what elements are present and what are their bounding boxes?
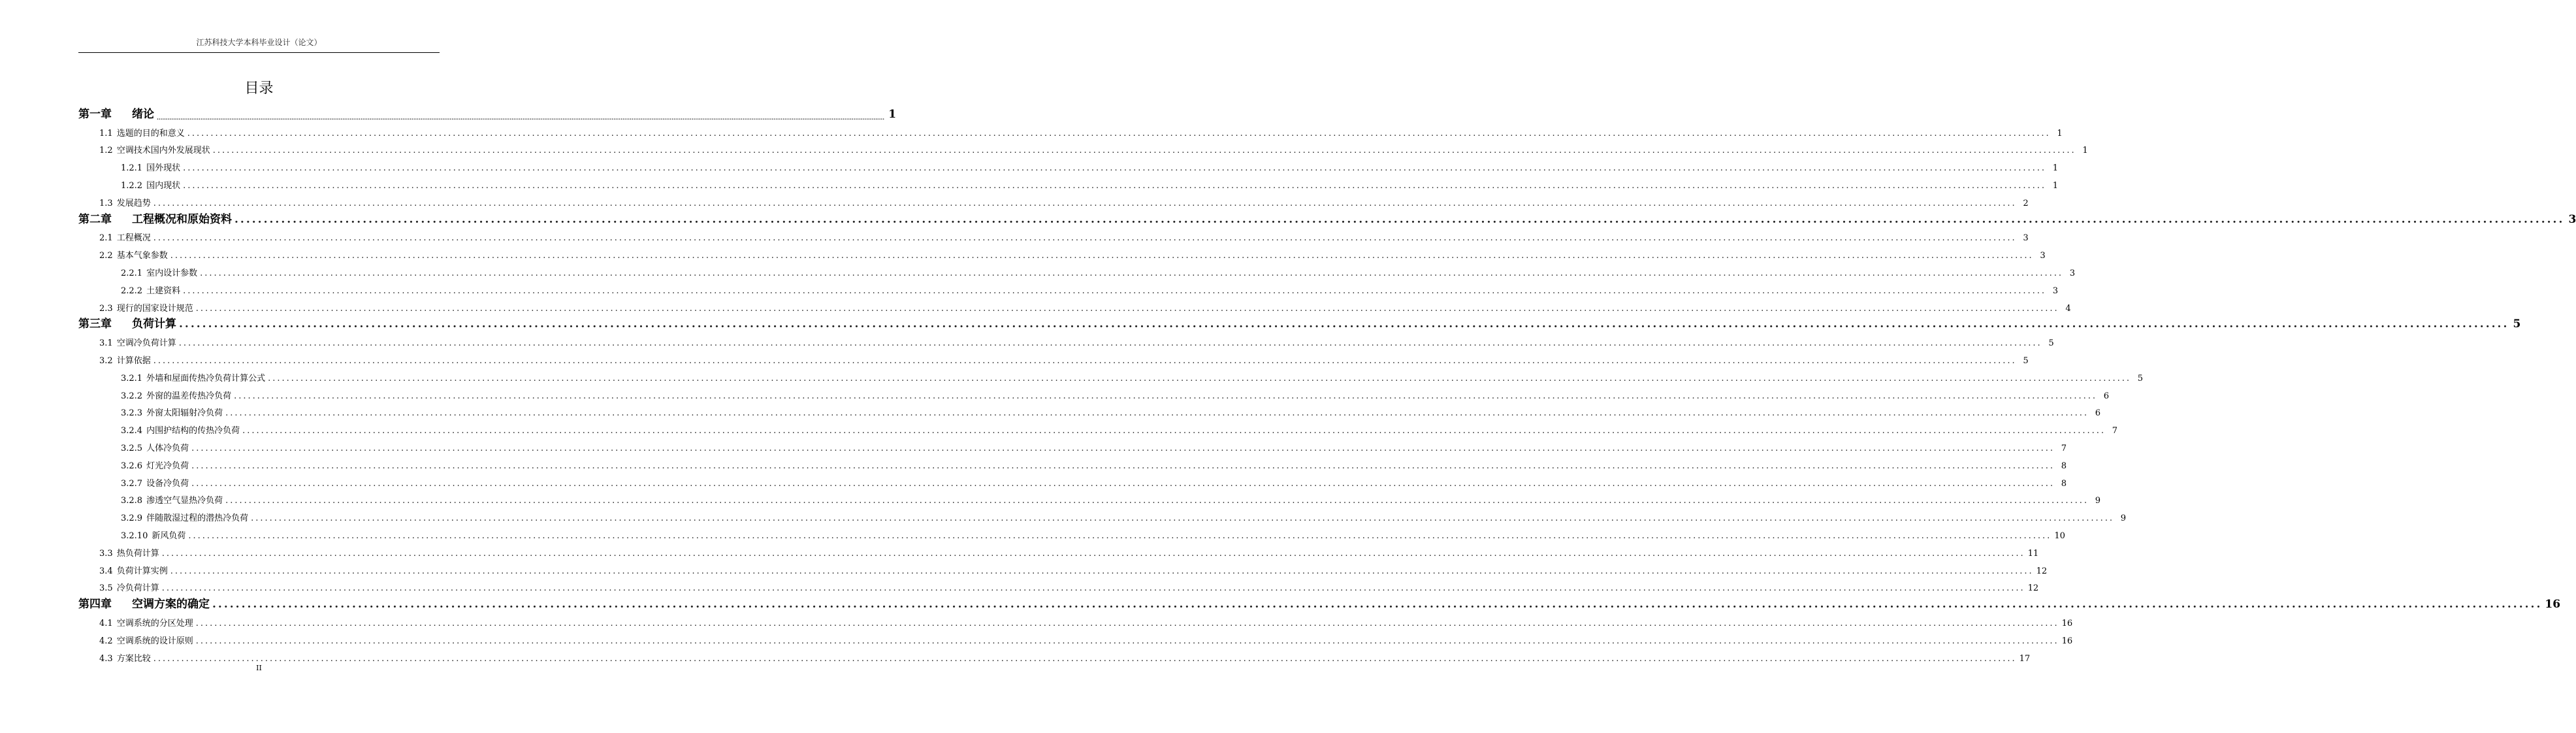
toc-entry-number: 3.2.4 bbox=[121, 426, 143, 436]
toc-entry-number: 4.1 bbox=[99, 618, 113, 628]
toc-entry[interactable] bbox=[78, 418, 2118, 436]
toc-entry[interactable] bbox=[78, 331, 2054, 349]
toc-entry-page: 5 bbox=[2023, 355, 2029, 366]
toc-entry-page: 10 bbox=[2054, 530, 2065, 541]
toc-entry-page: 11 bbox=[2027, 548, 2039, 559]
toc-entry-title: 国内现状 bbox=[146, 180, 181, 191]
toc-entry-title: 绪论 bbox=[132, 107, 154, 121]
toc-entry-page: 3 bbox=[2023, 233, 2029, 244]
toc-entry[interactable] bbox=[78, 173, 2059, 191]
toc-entry-number: 3.2.5 bbox=[121, 443, 143, 453]
toc-entry[interactable] bbox=[78, 383, 2110, 401]
toc-entry[interactable] bbox=[78, 366, 2144, 383]
toc-entry-number: 1.1 bbox=[99, 128, 113, 138]
toc-entry[interactable] bbox=[78, 226, 2029, 244]
page-number: II bbox=[256, 664, 262, 672]
toc-dot-leader: ................................................................................................................................................................................................................................................................................................................................................................................................................ bbox=[225, 496, 2089, 506]
toc-entry-number: 3.2.8 bbox=[121, 496, 143, 506]
toc-dot-leader: ................................................................................................................................................................................................................................................................................................................................................................................................................ bbox=[161, 583, 2025, 594]
toc-entry-page: 5 bbox=[2137, 373, 2144, 383]
toc-dot-leader: ................................................................................................................................................................................................................................................................................................................................................................................................................ bbox=[191, 461, 2055, 471]
toc-entry-page: 17 bbox=[2019, 653, 2031, 664]
toc-entry-number: 3.5 bbox=[99, 583, 113, 594]
toc-entry-number: 1.2.1 bbox=[121, 163, 143, 174]
toc-entry-number: 3.1 bbox=[99, 338, 113, 349]
toc-entry-number: 第一章 bbox=[78, 107, 112, 121]
toc-dot-leader: ................................................................................................................................................................................................................................................................................................................................................................................................................ bbox=[268, 373, 2132, 383]
toc-entry[interactable] bbox=[78, 489, 2101, 506]
toc-entry-title: 设备冷负荷 bbox=[146, 478, 189, 489]
running-header: 江苏科技大学本科毕业设计（论文） bbox=[196, 38, 322, 47]
toc-entry-title: 土建资料 bbox=[146, 285, 181, 296]
toc-dot-leader: ................................................................................................................................................................................................................................................................................................................................................................................................................ bbox=[178, 338, 2042, 349]
toc-entry-title: 计算依据 bbox=[116, 355, 151, 366]
toc-entry-title: 工程概况和原始资料 bbox=[132, 212, 232, 226]
toc-entry-title: 空调系统的设计原则 bbox=[116, 636, 193, 646]
toc-entry-number: 3.2 bbox=[99, 355, 113, 366]
toc-dot-leader: ................................................................................................................................................................................................................................................................................................................................................................................................................ bbox=[183, 180, 2047, 191]
toc-entry[interactable] bbox=[78, 103, 897, 121]
toc-dot-leader: ................................................................................................................................................................................................................................................................................................................................................................................................................ bbox=[234, 212, 2565, 226]
toc-dot-leader: ................................................................................................................................................................................................................................................................................................................................................................................................................ bbox=[188, 530, 2052, 541]
toc-entry-title: 工程概况 bbox=[116, 233, 151, 244]
toc-dot-leader: ................................................................................................................................................................................................................................................................................................................................................................................................................ bbox=[191, 478, 2055, 489]
toc-entry-page: 16 bbox=[2061, 636, 2073, 646]
toc-entry-page: 1 bbox=[2052, 163, 2059, 174]
toc-entry-page: 3 bbox=[2040, 251, 2046, 261]
toc-entry-number: 2.2.2 bbox=[121, 285, 143, 296]
toc-entry-number: 3.4 bbox=[99, 566, 113, 576]
toc-entry-title: 国外现状 bbox=[146, 163, 181, 174]
toc-entry-number: 2.2 bbox=[99, 251, 113, 261]
toc-entry-number: 第四章 bbox=[78, 598, 112, 611]
toc-entry-page: 7 bbox=[2112, 426, 2118, 436]
toc-entry-page: 9 bbox=[2095, 496, 2101, 506]
toc-dot-leader: ................................................................................................................................................................................................................................................................................................................................................................................................................ bbox=[212, 146, 2076, 156]
toc-entry[interactable] bbox=[78, 646, 2031, 664]
toc-entry-title: 伴随散湿过程的潜热冷负荷 bbox=[146, 513, 249, 524]
page-title: 目录 bbox=[244, 80, 274, 97]
toc-entry[interactable] bbox=[78, 243, 2046, 261]
toc-entry-page: 2 bbox=[2023, 198, 2029, 208]
toc-entry-number: 4.2 bbox=[99, 636, 113, 646]
toc-entry-title: 热负荷计算 bbox=[116, 548, 159, 559]
toc-entry-title: 方案比较 bbox=[116, 653, 151, 664]
toc-dot-leader: ................................................................................................................................................................................................................................................................................................................................................................................................................ bbox=[170, 251, 2034, 261]
toc-entry[interactable] bbox=[78, 506, 2127, 524]
toc-entry[interactable] bbox=[78, 453, 2067, 471]
toc-entry-title: 空调系统的分区处理 bbox=[116, 618, 193, 628]
toc-dot-leader: ................................................................................................................................................................................................................................................................................................................................................................................................................ bbox=[195, 303, 2059, 314]
toc-entry-title: 选题的目的和意义 bbox=[116, 128, 185, 138]
toc-entry-number: 3.2.10 bbox=[121, 530, 148, 541]
toc-entry-page: 1 bbox=[888, 107, 897, 121]
toc-entry[interactable] bbox=[78, 628, 2073, 646]
toc-entry-title: 外窗太阳辐射冷负荷 bbox=[146, 408, 223, 419]
toc-dot-leader: ................................................................................................................................................................................................................................................................................................................................................................................................................ bbox=[157, 114, 885, 121]
toc-dot-leader: ................................................................................................................................................................................................................................................................................................................................................................................................................ bbox=[153, 198, 2017, 208]
toc-entry[interactable] bbox=[78, 278, 2059, 296]
toc-entry-number: 第二章 bbox=[78, 212, 112, 226]
toc-entry[interactable] bbox=[78, 593, 2561, 611]
toc-entry-page: 6 bbox=[2103, 391, 2110, 401]
toc-entry-title: 外墙和屋面传热冷负荷计算公式 bbox=[146, 373, 266, 383]
toc-entry-number: 1.3 bbox=[99, 198, 113, 208]
toc-entry[interactable] bbox=[78, 191, 2029, 208]
toc-entry-page: 1 bbox=[2057, 128, 2063, 138]
toc-entry[interactable] bbox=[78, 576, 2039, 594]
toc-entry-page: 1 bbox=[2052, 180, 2059, 191]
toc-entry[interactable] bbox=[78, 155, 2059, 174]
toc-entry-title: 负荷计算 bbox=[132, 318, 176, 331]
toc-entry-number: 2.3 bbox=[99, 303, 113, 314]
toc-entry-page: 5 bbox=[2048, 338, 2054, 349]
toc-entry[interactable] bbox=[78, 559, 2048, 576]
toc-entry-title: 空调方案的确定 bbox=[132, 598, 210, 611]
toc-dot-leader: ................................................................................................................................................................................................................................................................................................................................................................................................................ bbox=[170, 566, 2034, 576]
toc-dot-leader: ................................................................................................................................................................................................................................................................................................................................................................................................................ bbox=[195, 618, 2059, 628]
toc-dot-leader: ................................................................................................................................................................................................................................................................................................................................................................................................................ bbox=[153, 355, 2017, 366]
toc-entry-number: 3.3 bbox=[99, 548, 113, 559]
toc-entry-page: 1 bbox=[2082, 146, 2088, 156]
toc-entry-title: 新风负荷 bbox=[152, 530, 186, 541]
toc-entry-title: 人体冷负荷 bbox=[146, 443, 189, 453]
toc-entry-page: 7 bbox=[2061, 443, 2067, 453]
toc-entry-page: 3 bbox=[2568, 212, 2576, 226]
table-of-contents bbox=[78, 103, 2576, 664]
toc-entry[interactable] bbox=[78, 523, 2065, 541]
toc-entry-number: 2.2.1 bbox=[121, 268, 143, 278]
toc-entry[interactable] bbox=[78, 314, 2521, 331]
toc-entry-page: 8 bbox=[2061, 478, 2067, 489]
toc-entry-page: 16 bbox=[2061, 618, 2073, 628]
toc-entry[interactable] bbox=[78, 208, 2576, 226]
toc-entry[interactable] bbox=[78, 541, 2039, 559]
toc-entry-title: 内围护结构的传热冷负荷 bbox=[146, 426, 240, 436]
toc-entry-number: 3.2.1 bbox=[121, 373, 143, 383]
toc-entry-title: 现行的国家设计规范 bbox=[116, 303, 193, 314]
toc-entry-page: 12 bbox=[2027, 583, 2039, 594]
toc-dot-leader: ................................................................................................................................................................................................................................................................................................................................................................................................................ bbox=[212, 598, 2543, 611]
toc-entry-title: 空调技术国内外发展现状 bbox=[116, 146, 210, 156]
toc-entry[interactable] bbox=[78, 471, 2067, 489]
toc-entry-title: 冷负荷计算 bbox=[116, 583, 159, 594]
toc-entry[interactable] bbox=[78, 261, 2076, 278]
toc-dot-leader: ................................................................................................................................................................................................................................................................................................................................................................................................................ bbox=[200, 268, 2064, 278]
toc-entry-page: 16 bbox=[2545, 598, 2561, 611]
toc-entry-number: 3.2.7 bbox=[121, 478, 143, 489]
toc-dot-leader: ................................................................................................................................................................................................................................................................................................................................................................................................................ bbox=[195, 636, 2059, 646]
toc-entry-number: 第三章 bbox=[78, 318, 112, 331]
toc-entry-title: 基本气象参数 bbox=[116, 251, 168, 261]
toc-entry-title: 灯光冷负荷 bbox=[146, 461, 189, 471]
toc-entry-number: 1.2.2 bbox=[121, 180, 143, 191]
toc-dot-leader: ................................................................................................................................................................................................................................................................................................................................................................................................................ bbox=[234, 391, 2098, 401]
toc-entry-page: 6 bbox=[2095, 408, 2101, 419]
toc-entry[interactable] bbox=[78, 296, 2071, 314]
toc-entry-page: 8 bbox=[2061, 461, 2067, 471]
toc-dot-leader: ................................................................................................................................................................................................................................................................................................................................................................................................................ bbox=[251, 513, 2115, 524]
toc-dot-leader: ................................................................................................................................................................................................................................................................................................................................................................................................................ bbox=[242, 426, 2106, 436]
toc-entry-page: 5 bbox=[2513, 318, 2521, 331]
toc-entry-page: 3 bbox=[2052, 285, 2059, 296]
toc-entry[interactable] bbox=[78, 138, 2088, 156]
toc-dot-leader: ................................................................................................................................................................................................................................................................................................................................................................................................................ bbox=[153, 653, 2017, 664]
toc-entry-number: 1.2 bbox=[99, 146, 113, 156]
toc-dot-leader: ................................................................................................................................................................................................................................................................................................................................................................................................................ bbox=[183, 285, 2047, 296]
toc-entry-title: 渗透空气显热冷负荷 bbox=[146, 496, 223, 506]
toc-entry-title: 空调冷负荷计算 bbox=[116, 338, 176, 349]
toc-entry-number: 3.2.6 bbox=[121, 461, 143, 471]
toc-entry-page: 12 bbox=[2036, 566, 2048, 576]
toc-entry-page: 3 bbox=[2069, 268, 2076, 278]
toc-entry-title: 发展趋势 bbox=[116, 198, 151, 208]
toc-entry[interactable] bbox=[78, 401, 2101, 419]
toc-dot-leader: ................................................................................................................................................................................................................................................................................................................................................................................................................ bbox=[179, 318, 2509, 331]
toc-entry-number: 3.2.2 bbox=[121, 391, 143, 401]
toc-entry[interactable] bbox=[78, 436, 2067, 453]
toc-entry-title: 室内设计参数 bbox=[146, 268, 198, 278]
toc-entry-title: 外窗的温差传热冷负荷 bbox=[146, 391, 232, 401]
toc-entry-page: 4 bbox=[2065, 303, 2071, 314]
toc-dot-leader: ................................................................................................................................................................................................................................................................................................................................................................................................................ bbox=[183, 163, 2047, 174]
toc-entry-number: 3.2.3 bbox=[121, 408, 143, 419]
toc-entry-number: 3.2.9 bbox=[121, 513, 143, 524]
toc-entry-page: 9 bbox=[2120, 513, 2127, 524]
toc-dot-leader: ................................................................................................................................................................................................................................................................................................................................................................................................................ bbox=[225, 408, 2089, 419]
toc-dot-leader: ................................................................................................................................................................................................................................................................................................................................................................................................................ bbox=[161, 548, 2025, 559]
toc-dot-leader: ................................................................................................................................................................................................................................................................................................................................................................................................................ bbox=[153, 233, 2017, 244]
toc-dot-leader: ................................................................................................................................................................................................................................................................................................................................................................................................................ bbox=[187, 128, 2051, 138]
toc-entry[interactable] bbox=[78, 121, 2063, 138]
toc-entry[interactable] bbox=[78, 348, 2029, 366]
header-rule bbox=[78, 52, 440, 53]
toc-entry[interactable] bbox=[78, 611, 2073, 628]
toc-dot-leader: ................................................................................................................................................................................................................................................................................................................................................................................................................ bbox=[191, 443, 2055, 453]
toc-entry-title: 负荷计算实例 bbox=[116, 566, 168, 576]
toc-entry-number: 2.1 bbox=[99, 233, 113, 244]
toc-entry-number: 4.3 bbox=[99, 653, 113, 664]
